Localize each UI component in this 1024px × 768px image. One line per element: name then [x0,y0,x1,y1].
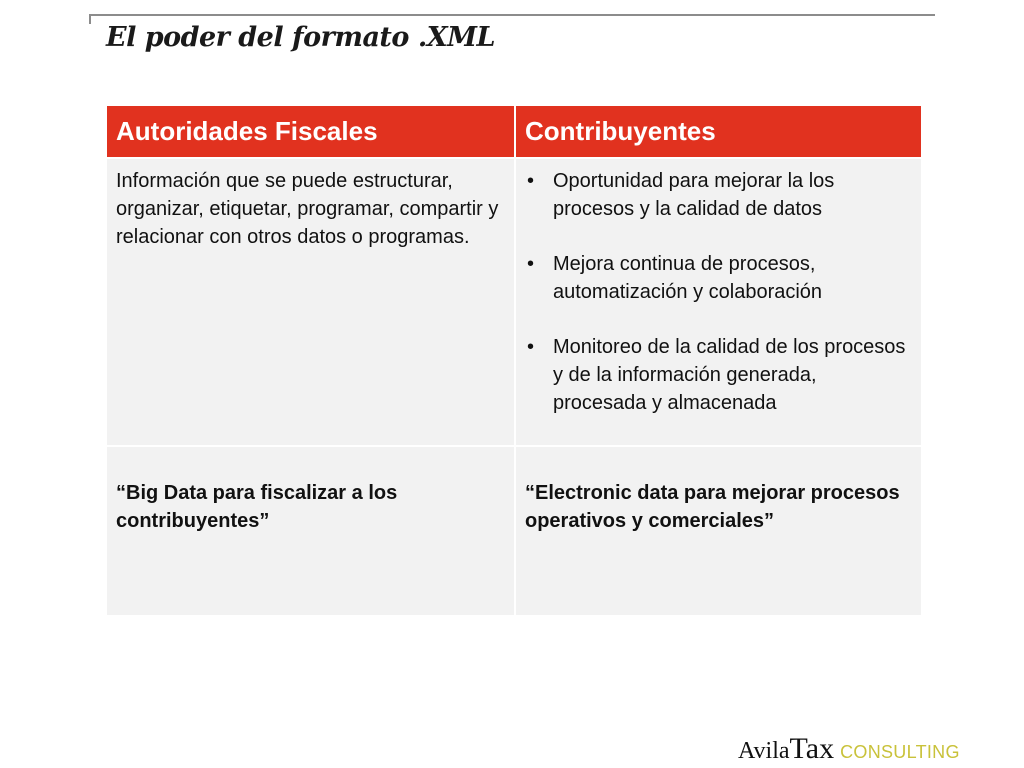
authorities-description: Información que se puede estructurar, organizar, etiquetar, programar, compartir y relacionar con otros datos o programas. [107,158,515,446]
table-row [107,158,921,446]
bullet-text: Monitoreo de la calidad de los procesos y de la información generada, procesada y almacenada [553,336,906,414]
slide-title: El poder del formato .XML [106,22,496,53]
top-rule [89,14,935,16]
logo-consulting-text: CONSULTING [840,742,960,762]
quote-big-data: “Big Data para fiscalizar a los contribuyentes” [107,446,515,615]
taxpayers-cell [515,158,921,446]
quote-electronic-data: “Electronic data para mejorar procesos operativos y comerciales” [515,446,921,615]
bullet-icon: • [527,336,535,358]
list-item [525,333,912,417]
table-header-row [107,106,921,158]
company-logo [738,734,960,764]
taxpayers-bullet-list [525,167,912,417]
bullet-text: Mejora continua de procesos, automatización y colaboración [553,253,823,303]
logo-tax-text: Tax [789,732,835,765]
table-row [107,446,921,615]
header-autoridades-fiscales: Autoridades Fiscales [107,106,515,158]
list-item [525,167,912,223]
top-rule-tick [89,14,91,24]
bullet-text: Oportunidad para mejorar la los procesos y la calidad de datos [553,170,835,220]
header-contribuyentes: Contribuyentes [515,106,921,158]
comparison-table [107,106,921,615]
logo-avila-text: Avila [738,738,790,764]
list-item [525,250,912,306]
bullet-icon: • [527,170,535,192]
bullet-icon: • [527,253,535,275]
